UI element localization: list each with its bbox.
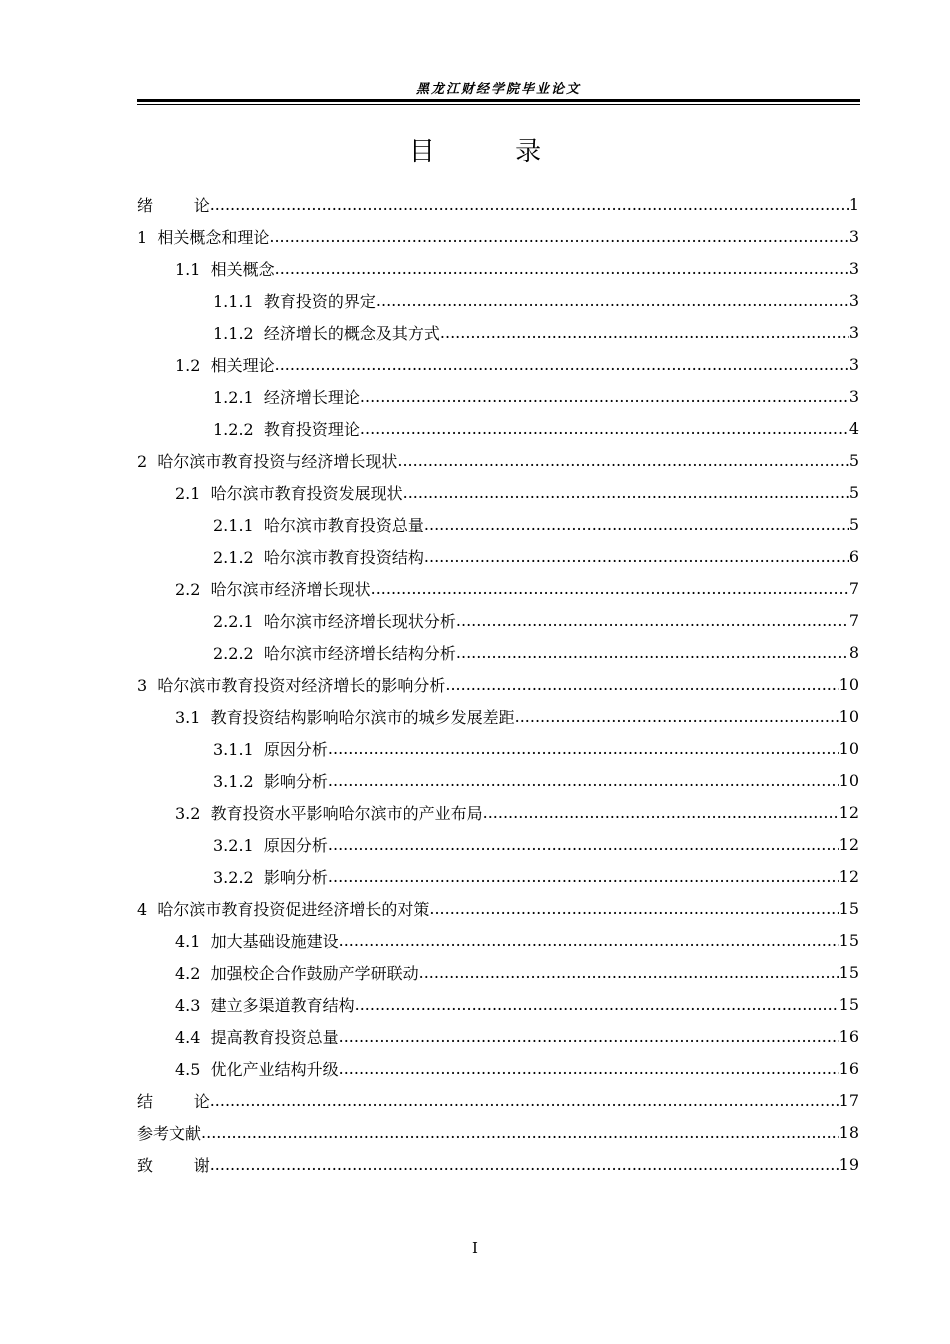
toc-leader-dots xyxy=(376,291,849,310)
toc-leader-dots xyxy=(269,227,848,246)
toc-entry-title: 1.2.1 经济增长理论 xyxy=(213,387,360,407)
toc-leader-dots xyxy=(339,931,839,950)
toc-entry-title: 绪 论 xyxy=(137,195,210,215)
toc-entry-title: 4.1 加大基础设施建设 xyxy=(175,931,339,951)
toc-entry-title: 4.5 优化产业结构升级 xyxy=(175,1059,339,1079)
toc-entry-page: 3 xyxy=(848,258,859,278)
toc-leader-dots xyxy=(328,771,839,790)
page-number: I xyxy=(472,1239,478,1257)
toc-entry[interactable] xyxy=(137,860,859,892)
toc-entry-title: 1.1.2 经济增长的概念及其方式 xyxy=(213,323,440,343)
toc-entry-title: 1.1 相关概念 xyxy=(175,259,275,279)
toc-entry[interactable] xyxy=(137,956,859,988)
toc-entry-page: 3 xyxy=(848,386,859,406)
toc-entry-title: 4.4 提高教育投资总量 xyxy=(175,1027,339,1047)
toc-entry-page: 10 xyxy=(838,674,859,694)
toc-entry-title: 3.1 教育投资结构影响哈尔滨市的城乡发展差距 xyxy=(175,707,515,727)
toc-entry-page: 12 xyxy=(838,802,859,822)
toc-entry-page: 5 xyxy=(848,514,859,534)
toc-entry[interactable] xyxy=(137,572,859,604)
toc-entry-title: 结 论 xyxy=(137,1091,210,1111)
toc-leader-dots xyxy=(419,963,839,982)
header-rule-thin xyxy=(137,104,860,105)
toc-entry-title: 1.1.1 教育投资的界定 xyxy=(213,291,376,311)
toc-leader-dots xyxy=(515,707,839,726)
toc-leader-dots xyxy=(275,259,849,278)
toc-entry-title: 3.1.2 影响分析 xyxy=(213,771,328,791)
toc-leader-dots xyxy=(424,515,849,534)
toc-entry-page: 10 xyxy=(838,770,859,790)
toc-entry[interactable] xyxy=(137,796,859,828)
toc-entry[interactable] xyxy=(137,220,859,252)
toc-leader-dots xyxy=(445,675,838,694)
toc-entry-page: 7 xyxy=(848,610,859,630)
page-title: 目 录 xyxy=(408,137,578,167)
toc-entry[interactable] xyxy=(137,1052,859,1084)
toc-entry-title: 2.2.2 哈尔滨市经济增长结构分析 xyxy=(213,643,456,663)
toc-entry[interactable] xyxy=(137,988,859,1020)
toc-leader-dots xyxy=(201,1123,839,1142)
toc-leader-dots xyxy=(424,547,849,566)
toc-entry-page: 15 xyxy=(838,898,859,918)
toc-entry-title: 3 哈尔滨市教育投资对经济增长的影响分析 xyxy=(137,675,446,695)
toc-entry-page: 3 xyxy=(848,354,859,374)
toc-entry-page: 10 xyxy=(838,738,859,758)
toc-leader-dots xyxy=(360,419,849,438)
toc-leader-dots xyxy=(210,1091,839,1110)
toc-entry-page: 10 xyxy=(838,706,859,726)
toc-entry-page: 16 xyxy=(838,1058,859,1078)
toc-entry-title: 1.2 相关理论 xyxy=(175,355,275,375)
toc-entry-title: 参考文献 xyxy=(137,1123,202,1143)
toc-entry-page: 8 xyxy=(848,642,859,662)
toc-entry-page: 3 xyxy=(848,290,859,310)
header-rule-thick xyxy=(137,99,860,102)
toc-leader-dots xyxy=(360,387,849,406)
toc-leader-dots xyxy=(355,995,839,1014)
toc-leader-dots xyxy=(328,739,839,758)
toc-leader-dots xyxy=(210,195,849,214)
toc-entry[interactable] xyxy=(137,1116,859,1148)
toc-entry-title: 4.2 加强校企合作鼓励产学研联动 xyxy=(175,963,419,983)
toc-entry[interactable] xyxy=(137,380,859,412)
toc-leader-dots xyxy=(275,355,849,374)
toc-entry[interactable] xyxy=(137,252,859,284)
toc-leader-dots xyxy=(397,451,848,470)
toc-entry-title: 2.2 哈尔滨市经济增长现状 xyxy=(175,579,371,599)
toc-entry-page: 19 xyxy=(838,1154,859,1174)
toc-entry-title: 2.1.2 哈尔滨市教育投资结构 xyxy=(213,547,424,567)
toc-entry-page: 12 xyxy=(838,866,859,886)
toc-leader-dots xyxy=(429,899,838,918)
toc-entry-title: 2.2.1 哈尔滨市经济增长现状分析 xyxy=(213,611,456,631)
toc-entry-title: 3.2.2 影响分析 xyxy=(213,867,328,887)
toc-entry-title: 1.2.2 教育投资理论 xyxy=(213,419,360,439)
toc-entry[interactable] xyxy=(137,316,859,348)
toc-leader-dots xyxy=(371,579,849,598)
toc-entry-title: 3.2 教育投资水平影响哈尔滨市的产业布局 xyxy=(175,803,483,823)
toc-entry-page: 16 xyxy=(838,1026,859,1046)
toc-entry[interactable] xyxy=(137,348,859,380)
toc-leader-dots xyxy=(339,1059,839,1078)
toc-entry-page: 18 xyxy=(838,1122,859,1142)
toc-leader-dots xyxy=(456,643,849,662)
toc-leader-dots xyxy=(210,1155,839,1174)
toc-entry[interactable] xyxy=(137,1148,859,1180)
toc-entry[interactable] xyxy=(137,508,859,540)
toc-entry[interactable] xyxy=(137,188,859,220)
running-header: 黑龙江财经学院毕业论文 xyxy=(415,82,581,97)
toc-entry-page: 5 xyxy=(848,482,859,502)
toc-entry-page: 12 xyxy=(838,834,859,854)
toc-entry[interactable] xyxy=(137,764,859,796)
toc-entry[interactable] xyxy=(137,284,859,316)
toc-entry-title: 4.3 建立多渠道教育结构 xyxy=(175,995,355,1015)
toc-entry-page: 5 xyxy=(848,450,859,470)
toc-leader-dots xyxy=(456,611,849,630)
toc-entry-title: 4 哈尔滨市教育投资促进经济增长的对策 xyxy=(137,899,430,919)
toc-entry-page: 3 xyxy=(848,322,859,342)
toc-entry-title: 1 相关概念和理论 xyxy=(137,227,270,247)
toc-entry[interactable] xyxy=(137,476,859,508)
toc-entry[interactable] xyxy=(137,892,859,924)
toc-entry[interactable] xyxy=(137,604,859,636)
toc-entry-title: 2.1.1 哈尔滨市教育投资总量 xyxy=(213,515,424,535)
toc-entry[interactable] xyxy=(137,924,859,956)
table-of-contents xyxy=(137,188,859,1180)
toc-entry-page: 17 xyxy=(838,1090,859,1110)
toc-entry-page: 7 xyxy=(848,578,859,598)
toc-entry-page: 3 xyxy=(848,226,859,246)
toc-entry[interactable] xyxy=(137,668,859,700)
toc-entry-page: 4 xyxy=(848,418,859,438)
toc-entry-title: 致 谢 xyxy=(137,1155,210,1175)
toc-leader-dots xyxy=(328,835,839,854)
toc-entry[interactable] xyxy=(137,828,859,860)
toc-leader-dots xyxy=(403,483,849,502)
toc-entry[interactable] xyxy=(137,540,859,572)
toc-leader-dots xyxy=(328,867,839,886)
toc-entry-page: 6 xyxy=(848,546,859,566)
toc-entry[interactable] xyxy=(137,1084,859,1116)
toc-entry-title: 2 哈尔滨市教育投资与经济增长现状 xyxy=(137,451,398,471)
toc-entry-page: 15 xyxy=(838,930,859,950)
toc-entry[interactable] xyxy=(137,636,859,668)
toc-entry-page: 15 xyxy=(838,962,859,982)
toc-entry[interactable] xyxy=(137,412,859,444)
toc-leader-dots xyxy=(339,1027,839,1046)
toc-entry-page: 15 xyxy=(838,994,859,1014)
toc-entry-title: 2.1 哈尔滨市教育投资发展现状 xyxy=(175,483,403,503)
toc-entry[interactable] xyxy=(137,444,859,476)
toc-entry[interactable] xyxy=(137,1020,859,1052)
toc-entry-title: 3.1.1 原因分析 xyxy=(213,739,328,759)
toc-entry[interactable] xyxy=(137,732,859,764)
toc-leader-dots xyxy=(440,323,849,342)
toc-leader-dots xyxy=(483,803,839,822)
toc-entry-title: 3.2.1 原因分析 xyxy=(213,835,328,855)
toc-entry[interactable] xyxy=(137,700,859,732)
toc-entry-page: 1 xyxy=(848,194,859,214)
